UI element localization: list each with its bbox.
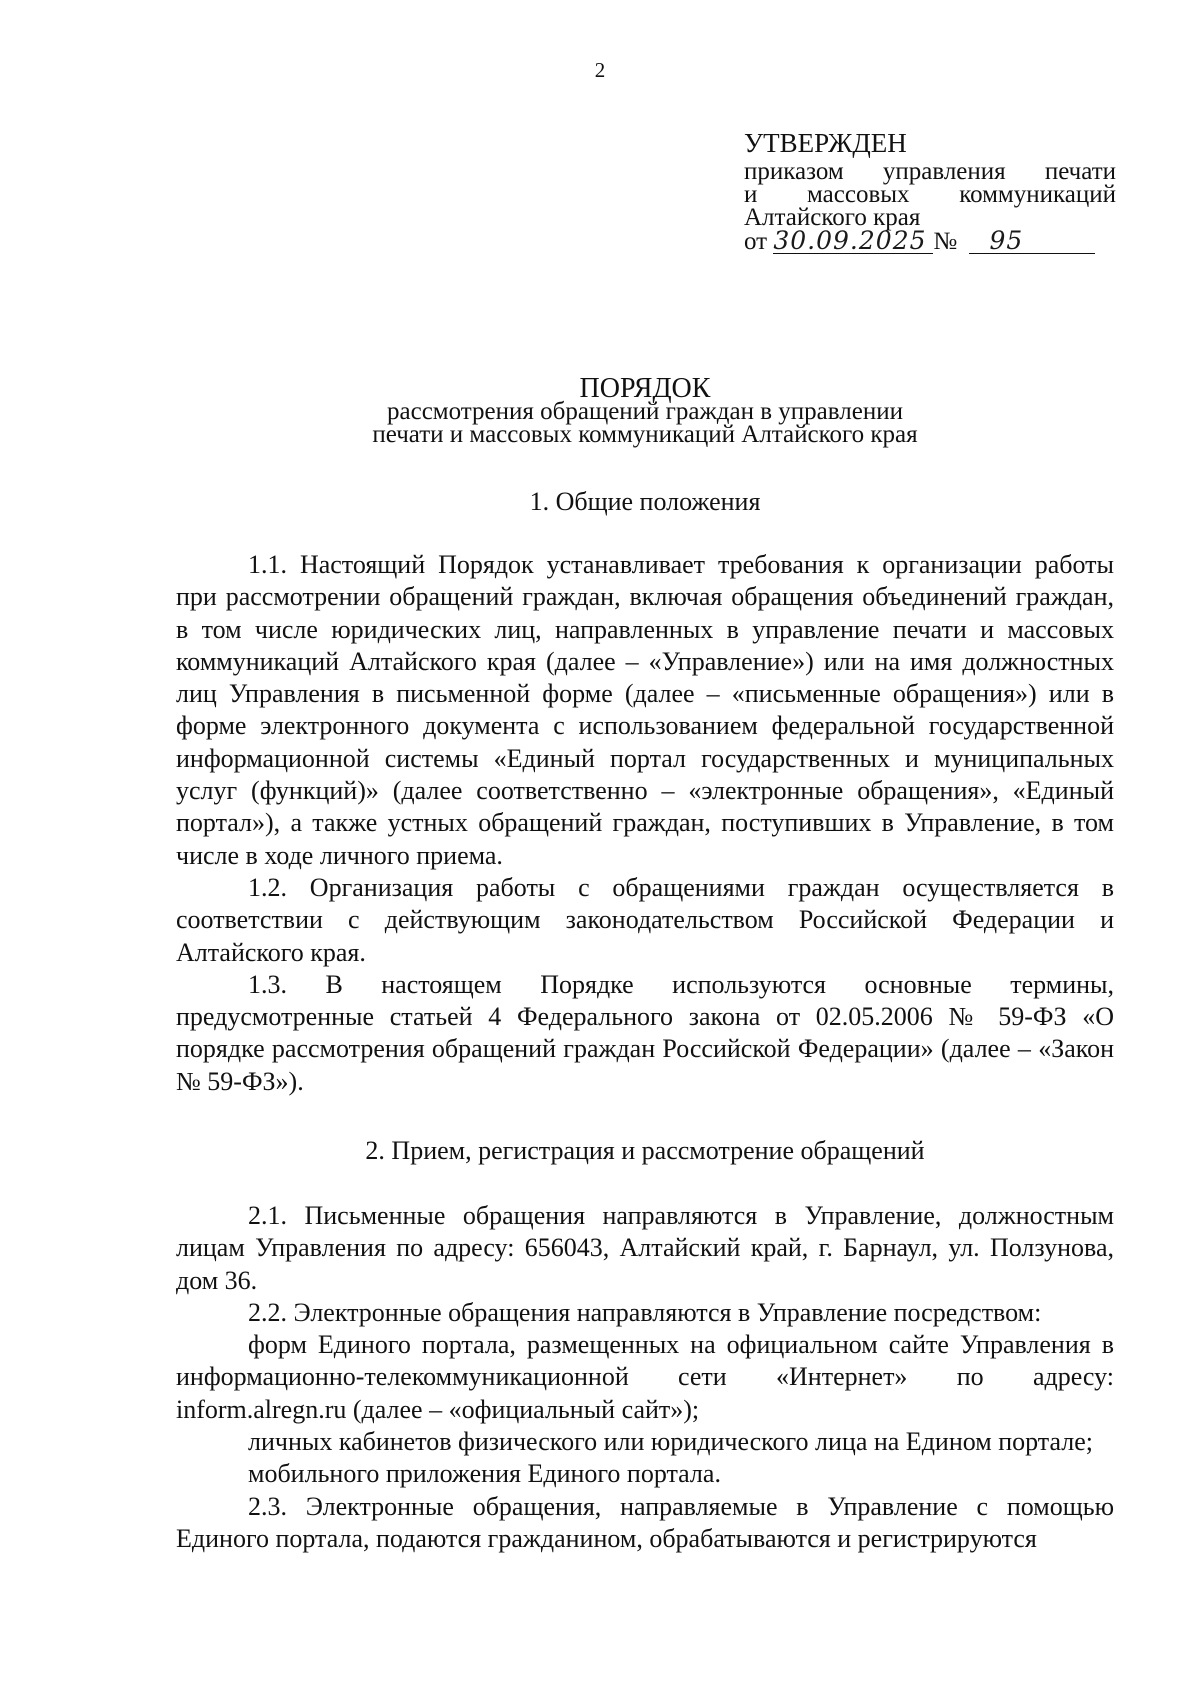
paragraph-2-2-item-3: мобильного приложения Единого портала. bbox=[248, 1459, 721, 1489]
section-1-body bbox=[176, 549, 1114, 1098]
date-field bbox=[773, 226, 933, 255]
paragraph-2-2-item-2: личных кабинетов физического или юридического лица на Едином портале; bbox=[248, 1427, 1093, 1457]
document-title: ПОРЯДОК bbox=[579, 373, 711, 404]
handwritten-number: 95 bbox=[989, 226, 1024, 255]
number-field bbox=[969, 226, 1095, 255]
approval-date-line bbox=[744, 226, 1116, 259]
date-prefix: от bbox=[744, 228, 768, 255]
paragraph-2-2: 2.2. Электронные обращения направляются в Управление посредством: bbox=[248, 1297, 1042, 1327]
section-2-body bbox=[176, 1200, 1114, 1555]
paragraph-2-2-item-1: форм Единого портала, размещенных на официальном сайте Управления в информационно-телекоммуникационной сети «Интернет» по адресу: inform.alregn.ru (далее – «официальный сайт»); bbox=[176, 1330, 1114, 1424]
approval-line-3: Алтайского края bbox=[744, 204, 921, 231]
document-subtitle-line-2: печати и массовых коммуникаций Алтайского края bbox=[372, 421, 918, 448]
approval-line-1: приказом управления печати bbox=[744, 158, 1116, 185]
section-1-heading: 1. Общие положения bbox=[529, 487, 761, 516]
approval-line-2: и массовых коммуникаций bbox=[744, 181, 1116, 208]
section-2-heading: 2. Прием, регистрация и рассмотрение обращений bbox=[365, 1136, 925, 1165]
document-subtitle bbox=[0, 400, 1200, 446]
approval-title: УТВЕРЖДЕН bbox=[744, 128, 907, 158]
paragraph-2-3: 2.3. Электронные обращения, направляемые в Управление с помощью Единого портала, подаются гражданином, обрабатываются и регистрируются bbox=[176, 1491, 1114, 1553]
paragraph-2-1: 2.1. Письменные обращения направляются в Управление, должностным лицам Управления по адресу: 656043, Алтайский край, г. Барнаул, ул. Ползунова, дом 36. bbox=[176, 1201, 1114, 1295]
approval-stamp-block bbox=[744, 128, 1116, 259]
document-subtitle-line-1: рассмотрения обращений граждан в управлении bbox=[387, 398, 903, 425]
page-number: 2 bbox=[594, 58, 606, 82]
paragraph-1-2: 1.2. Организация работы с обращениями граждан осуществляется в соответствии с действующим законодательством Российской Федерации и Алтайского края. bbox=[176, 872, 1114, 967]
paragraph-1-3: 1.3. В настоящем Порядке используются основные термины, предусмотренные статьей 4 Федерального закона от 02.05.2006 № 59-ФЗ «О порядке рассмотрения обращений граждан Российской Федерации» (далее – «Закон № 59-ФЗ»). bbox=[176, 969, 1114, 1096]
paragraph-1-1: 1.1. Настоящий Порядок устанавливает требования к организации работы при рассмотрении обращений граждан, включая обращения объединений граждан, в том числе юридических лиц, направленных в управление печати и массовых коммуникаций Алтайского края (далее – «Управление») или на имя должностных лиц Управления в письменной форме (далее – «письменные обращения») или в форме электронного документа с использованием федеральной государственной информационной системы «Единый портал государственных и муниципальных услуг (функций)» (далее соответственно – «электронные обращения», «Единый портал»), а также устных обращений граждан, поступивших в Управление, в том числе в ходе личного приема. bbox=[176, 550, 1114, 870]
number-label: № bbox=[933, 228, 958, 255]
handwritten-date: 30.09.2025 bbox=[773, 226, 927, 255]
